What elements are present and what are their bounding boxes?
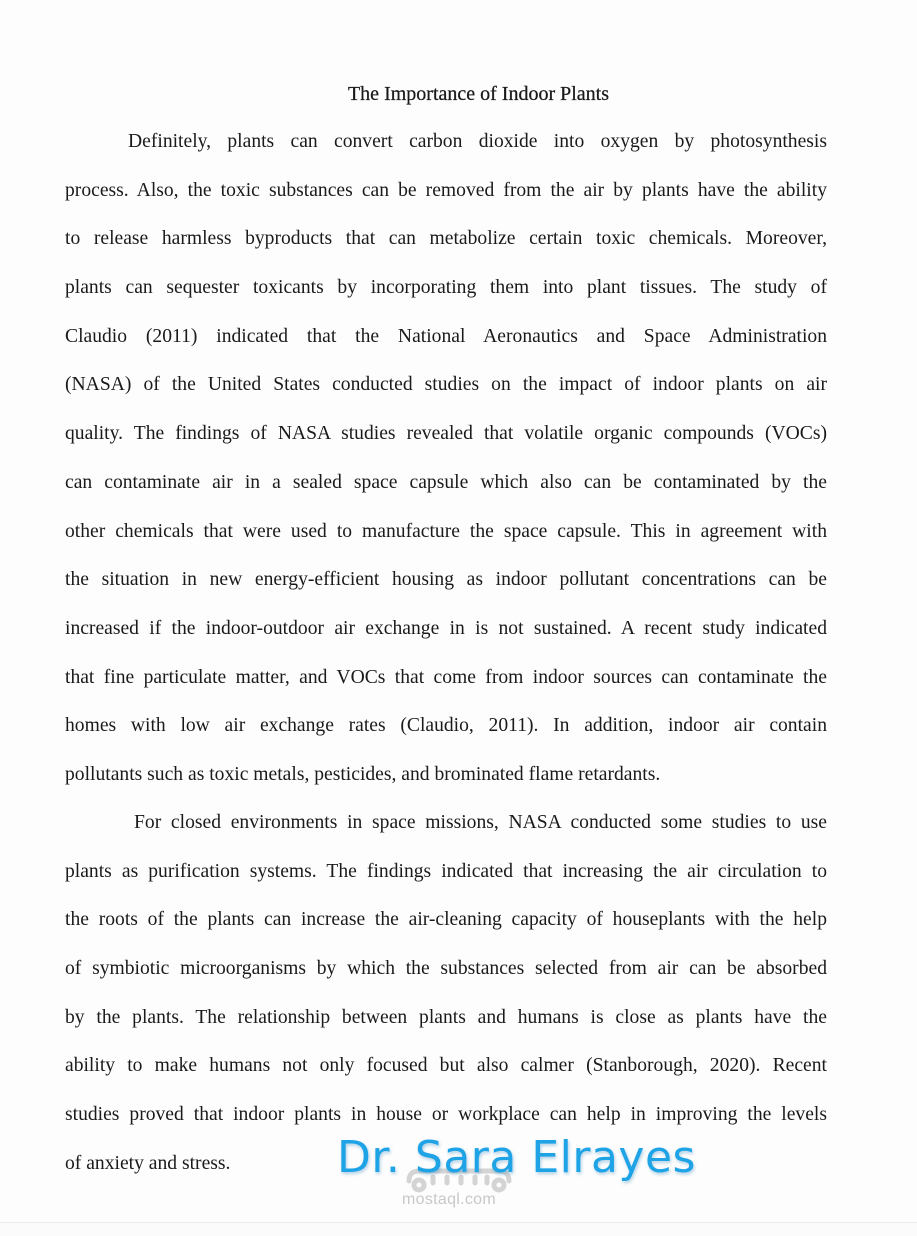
text-line: of anxiety and stress. — [65, 1152, 231, 1174]
text-line: pollutants such as toxic metals, pesticides, and brominated flame retardants. — [65, 763, 661, 785]
text-line: Definitely, plants can convert carbon dioxide into oxygen by photosynthesis — [128, 131, 827, 152]
document-title: The Importance of Indoor Plants — [347, 83, 610, 105]
text-line: by the plants. The relationship between plants and humans is close as plants have the — [65, 1006, 827, 1028]
text-line: homes with low air exchange rates (Claudio, 2011). In addition, indoor air contain — [65, 715, 827, 737]
text-line: can contaminate air in a sealed space capsule which also can be contaminated by the — [65, 471, 827, 493]
text-line: process. Also, the toxic substances can be removed from the air by plants have the ability — [65, 179, 827, 201]
text-line: Claudio (2011) indicated that the National Aeronautics and Space Administration — [65, 325, 827, 347]
text-line: other chemicals that were used to manufacture the space capsule. This in agreement with — [65, 520, 827, 542]
text-line: (NASA) of the United States conducted studies on the impact of indoor plants on air — [65, 374, 827, 396]
text-line: For closed environments in space missions, NASA conducted some studies to use — [134, 812, 827, 833]
text-line: the roots of the plants can increase the air-cleaning capacity of houseplants with the help — [65, 909, 827, 931]
text-line: increased if the indoor-outdoor air exchange in is not sustained. A recent study indicated — [65, 617, 827, 639]
text-line: the situation in new energy-efficient housing as indoor pollutant concentrations can be — [65, 569, 827, 591]
page-divider — [0, 1222, 917, 1223]
paragraph-1 — [65, 118, 827, 800]
text-line: to release harmless byproducts that can metabolize certain toxic chemicals. Moreover, — [65, 228, 827, 250]
text-line: that fine particulate matter, and VOCs that come from indoor sources can contaminate the — [65, 666, 827, 688]
text-line: plants can sequester toxicants by incorporating them into plant tissues. The study of — [65, 277, 827, 299]
author-signature: Dr. Sara Elrayes — [337, 1132, 696, 1183]
text-line: studies proved that indoor plants in house or workplace can help in improving the levels — [65, 1104, 827, 1126]
text-line: of symbiotic microorganisms by which the substances selected from air can be absorbed — [65, 958, 827, 980]
text-line: ability to make humans not only focused but also calmer (Stanborough, 2020). Recent — [65, 1055, 827, 1077]
text-line: plants as purification systems. The findings indicated that increasing the air circulation to — [65, 860, 827, 882]
watermark-text: mostaql.com — [402, 1191, 496, 1208]
text-line: quality. The findings of NASA studies revealed that volatile organic compounds (VOCs) — [65, 423, 827, 445]
